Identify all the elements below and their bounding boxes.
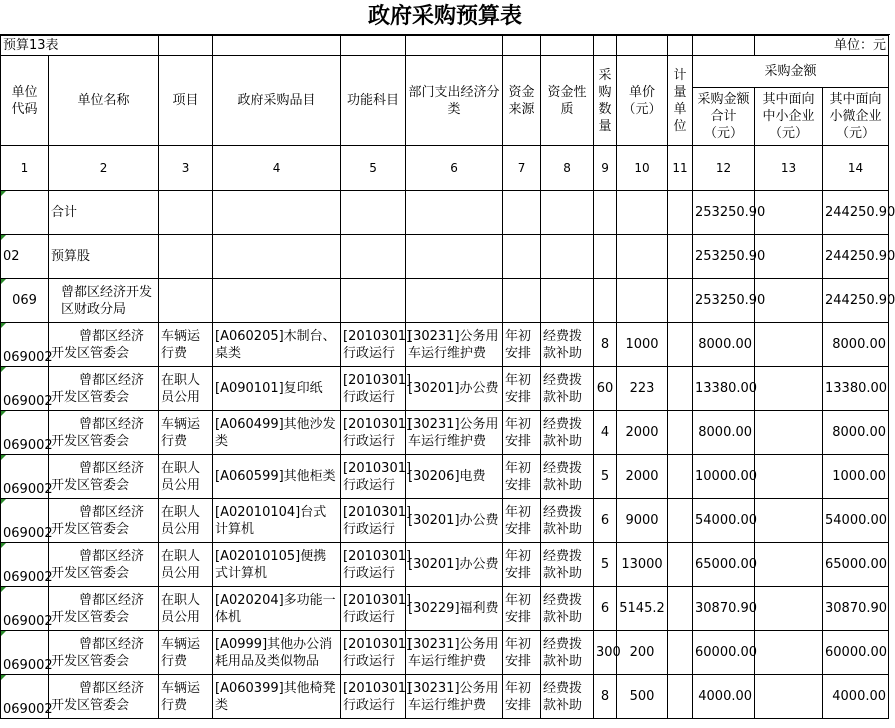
cell-measure <box>668 455 693 499</box>
cell-econ: [30201]办公费 <box>406 499 503 543</box>
cell-func: [2010301]行政运行 <box>341 367 406 411</box>
cell-empty <box>541 279 594 323</box>
cell-micro: 54000.00 <box>823 499 889 543</box>
cell-name: 曾都区经济开发区管委会 <box>49 367 159 411</box>
cell-sme <box>755 235 823 279</box>
cell-empty <box>406 191 503 235</box>
cell-name: 曾都区经济开发区管委会 <box>49 631 159 675</box>
cell-name: 预算股 <box>49 235 159 279</box>
cell-sme <box>755 279 823 323</box>
cell-source: 年初安排 <box>503 367 541 411</box>
cell-empty <box>541 235 594 279</box>
cell-code: 069002 <box>1 587 49 631</box>
table-row <box>1 323 889 367</box>
cell-econ: [30201]办公费 <box>406 367 503 411</box>
header-fund-nature: 资金性质 <box>541 56 594 146</box>
cell-measure <box>668 543 693 587</box>
cell-item: [A020204]多功能一体机 <box>213 587 341 631</box>
cell-code: 069002 <box>1 323 49 367</box>
cell-total: 253250.90 <box>693 191 755 235</box>
cell-measure <box>668 411 693 455</box>
table-row <box>1 411 889 455</box>
cell-micro: 8000.00 <box>823 323 889 367</box>
cell-empty <box>668 235 693 279</box>
cell-empty <box>503 191 541 235</box>
cell-code: 069002 <box>1 631 49 675</box>
cell-nature: 经费拨款补助 <box>541 367 594 411</box>
cell-code <box>1 191 49 235</box>
cell-empty <box>159 191 213 235</box>
cell-qty: 6 <box>594 587 617 631</box>
cell-micro: 244250.90 <box>823 279 889 323</box>
cell-empty <box>668 279 693 323</box>
cell-empty <box>213 279 341 323</box>
cell-name: 曾都区经济开发区管委会 <box>49 543 159 587</box>
cell-func: [2010301]行政运行 <box>341 411 406 455</box>
cell-item: [A060499]其他沙发类 <box>213 411 341 455</box>
cell-item: [A02010105]便携式计算机 <box>213 543 341 587</box>
col-number: 7 <box>503 146 541 191</box>
table-row <box>1 675 889 719</box>
cell-qty: 4 <box>594 411 617 455</box>
cell-source: 年初安排 <box>503 587 541 631</box>
cell-micro: 30870.90 <box>823 587 889 631</box>
cell-qty: 8 <box>594 675 617 719</box>
cell-micro: 4000.00 <box>823 675 889 719</box>
cell-name: 曾都区经济开发区管委会 <box>49 587 159 631</box>
table-row <box>1 499 889 543</box>
col-number: 4 <box>213 146 341 191</box>
cell-nature: 经费拨款补助 <box>541 543 594 587</box>
cell-code: 02 <box>1 235 49 279</box>
cell-measure <box>668 675 693 719</box>
cell-item: [A060399]其他椅凳类 <box>213 675 341 719</box>
col-number: 3 <box>159 146 213 191</box>
col-number: 2 <box>49 146 159 191</box>
summary-row <box>1 235 889 279</box>
cell-qty: 60 <box>594 367 617 411</box>
cell-project: 车辆运行费 <box>159 675 213 719</box>
cell-measure <box>668 323 693 367</box>
budget-table <box>0 35 895 719</box>
header-econ: 部门支出经济分类 <box>406 56 503 146</box>
col-number: 12 <box>693 146 755 191</box>
cell-total: 54000.00 <box>693 499 755 543</box>
cell-econ: [30201]办公费 <box>406 543 503 587</box>
cell-empty <box>541 191 594 235</box>
cell-qty: 300 <box>594 631 617 675</box>
cell-sme <box>755 455 823 499</box>
cell-total: 253250.90 <box>693 279 755 323</box>
table-row <box>1 587 889 631</box>
cell-func: [2010301]行政运行 <box>341 499 406 543</box>
cell-project: 车辆运行费 <box>159 631 213 675</box>
header-func: 功能科目 <box>341 56 406 146</box>
header-item: 政府采购品目 <box>213 56 341 146</box>
cell-source: 年初安排 <box>503 323 541 367</box>
col-number: 5 <box>341 146 406 191</box>
cell-econ: [30229]福利费 <box>406 587 503 631</box>
cell-source: 年初安排 <box>503 411 541 455</box>
cell-code: 069002 <box>1 543 49 587</box>
cell-total: 8000.00 <box>693 411 755 455</box>
header-sme: 其中面向中小企业（元） <box>755 88 823 146</box>
cell-name: 曾都区经济开发区管委会 <box>49 323 159 367</box>
cell-total: 30870.90 <box>693 587 755 631</box>
cell-micro: 13380.00 <box>823 367 889 411</box>
cell-name: 曾都区经济开发区管委会 <box>49 675 159 719</box>
cell-empty <box>213 191 341 235</box>
header-unit-name: 单位名称 <box>49 56 159 146</box>
cell-nature: 经费拨款补助 <box>541 411 594 455</box>
col-number: 10 <box>617 146 668 191</box>
cell-qty: 5 <box>594 543 617 587</box>
cell-name: 曾都区经济开发区管委会 <box>49 411 159 455</box>
cell-nature: 经费拨款补助 <box>541 499 594 543</box>
cell-total: 13380.00 <box>693 367 755 411</box>
cell-price: 200 <box>617 631 668 675</box>
cell-nature: 经费拨款补助 <box>541 631 594 675</box>
cell-project: 在职人员公用 <box>159 587 213 631</box>
cell-econ: [30231]公务用车运行维护费 <box>406 631 503 675</box>
cell-sme <box>755 587 823 631</box>
cell-micro: 8000.00 <box>823 411 889 455</box>
header-amount-total: 采购金额合计（元） <box>693 88 755 146</box>
cell-code: 069002 <box>1 675 49 719</box>
header-qty: 采购数量 <box>594 56 617 146</box>
cell-price: 5145.2 <box>617 587 668 631</box>
cell-name: 曾都区经济开发区财政分局 <box>49 279 159 323</box>
cell-item: [A060205]木制台、桌类 <box>213 323 341 367</box>
cell-sme <box>755 367 823 411</box>
col-number: 8 <box>541 146 594 191</box>
cell-micro: 244250.90 <box>823 191 889 235</box>
cell-empty <box>594 279 617 323</box>
col-number: 11 <box>668 146 693 191</box>
cell-name: 曾都区经济开发区管委会 <box>49 455 159 499</box>
cell-sme <box>755 499 823 543</box>
col-number: 6 <box>406 146 503 191</box>
cell-nature: 经费拨款补助 <box>541 675 594 719</box>
cell-func: [2010301]行政运行 <box>341 323 406 367</box>
cell-sme <box>755 191 823 235</box>
cell-source: 年初安排 <box>503 455 541 499</box>
cell-total: 4000.00 <box>693 675 755 719</box>
cell-sme <box>755 411 823 455</box>
cell-sme <box>755 675 823 719</box>
cell-total: 60000.00 <box>693 631 755 675</box>
cell-price: 500 <box>617 675 668 719</box>
summary-row <box>1 191 889 235</box>
summary-row <box>1 279 889 323</box>
cell-func: [2010301]行政运行 <box>341 631 406 675</box>
cell-item: [A02010104]台式计算机 <box>213 499 341 543</box>
cell-measure <box>668 631 693 675</box>
cell-nature: 经费拨款补助 <box>541 587 594 631</box>
cell-func: [2010301]行政运行 <box>341 543 406 587</box>
col-number: 14 <box>823 146 889 191</box>
header-unit-code: 单位 代码 <box>1 56 49 146</box>
cell-empty <box>617 279 668 323</box>
cell-empty <box>594 191 617 235</box>
cell-source: 年初安排 <box>503 631 541 675</box>
header-fund-source: 资金来源 <box>503 56 541 146</box>
cell-func: [2010301]行政运行 <box>341 675 406 719</box>
cell-code: 069002 <box>1 411 49 455</box>
cell-total: 10000.00 <box>693 455 755 499</box>
table-id: 预算13表 <box>1 36 159 56</box>
cell-empty <box>341 191 406 235</box>
cell-price: 1000 <box>617 323 668 367</box>
table-row <box>1 543 889 587</box>
cell-price: 13000 <box>617 543 668 587</box>
cell-micro: 60000.00 <box>823 631 889 675</box>
cell-code: 069002 <box>1 499 49 543</box>
cell-name: 合计 <box>49 191 159 235</box>
cell-item: [A090101]复印纸 <box>213 367 341 411</box>
cell-empty <box>617 235 668 279</box>
cell-econ: [30231]公务用车运行维护费 <box>406 675 503 719</box>
cell-empty <box>213 235 341 279</box>
header-measure: 计量单位 <box>668 56 693 146</box>
header-price: 单价（元） <box>617 56 668 146</box>
cell-price: 223 <box>617 367 668 411</box>
header-micro: 其中面向小微企业（元） <box>823 88 889 146</box>
cell-price: 2000 <box>617 411 668 455</box>
cell-project: 车辆运行费 <box>159 323 213 367</box>
cell-nature: 经费拨款补助 <box>541 455 594 499</box>
cell-source: 年初安排 <box>503 675 541 719</box>
cell-code: 069 <box>1 279 49 323</box>
cell-qty: 5 <box>594 455 617 499</box>
cell-econ: [30206]电费 <box>406 455 503 499</box>
header-project: 项目 <box>159 56 213 146</box>
cell-empty <box>341 279 406 323</box>
cell-project: 车辆运行费 <box>159 411 213 455</box>
cell-empty <box>159 279 213 323</box>
page-title: 政府采购预算表 <box>0 0 890 35</box>
col-number: 1 <box>1 146 49 191</box>
cell-empty <box>406 279 503 323</box>
header-amount-group: 采购金额 <box>693 56 889 88</box>
cell-total: 65000.00 <box>693 543 755 587</box>
cell-code: 069002 <box>1 455 49 499</box>
cell-code: 069002 <box>1 367 49 411</box>
cell-empty <box>341 235 406 279</box>
cell-empty <box>503 235 541 279</box>
cell-empty <box>406 235 503 279</box>
cell-empty <box>617 191 668 235</box>
cell-econ: [30231]公务用车运行维护费 <box>406 411 503 455</box>
cell-item: [A0999]其他办公消耗用品及类似物品 <box>213 631 341 675</box>
cell-qty: 8 <box>594 323 617 367</box>
cell-empty <box>503 279 541 323</box>
cell-func: [2010301]行政运行 <box>341 587 406 631</box>
cell-micro: 65000.00 <box>823 543 889 587</box>
cell-measure <box>668 587 693 631</box>
unit-label: 单位：元 <box>755 36 889 56</box>
cell-sme <box>755 323 823 367</box>
cell-project: 在职人员公用 <box>159 543 213 587</box>
cell-nature: 经费拨款补助 <box>541 323 594 367</box>
cell-qty: 6 <box>594 499 617 543</box>
cell-measure <box>668 499 693 543</box>
cell-price: 9000 <box>617 499 668 543</box>
cell-source: 年初安排 <box>503 499 541 543</box>
cell-econ: [30231]公务用车运行维护费 <box>406 323 503 367</box>
cell-project: 在职人员公用 <box>159 367 213 411</box>
cell-measure <box>668 367 693 411</box>
cell-project: 在职人员公用 <box>159 455 213 499</box>
cell-micro: 1000.00 <box>823 455 889 499</box>
cell-total: 8000.00 <box>693 323 755 367</box>
table-row <box>1 367 889 411</box>
cell-total: 253250.90 <box>693 235 755 279</box>
cell-source: 年初安排 <box>503 543 541 587</box>
cell-name: 曾都区经济开发区管委会 <box>49 499 159 543</box>
cell-empty <box>668 191 693 235</box>
table-row <box>1 455 889 499</box>
cell-micro: 244250.90 <box>823 235 889 279</box>
cell-empty <box>594 235 617 279</box>
cell-sme <box>755 543 823 587</box>
cell-price: 2000 <box>617 455 668 499</box>
cell-project: 在职人员公用 <box>159 499 213 543</box>
cell-empty <box>159 235 213 279</box>
col-number: 13 <box>755 146 823 191</box>
table-row <box>1 631 889 675</box>
col-number: 9 <box>594 146 617 191</box>
cell-sme <box>755 631 823 675</box>
cell-item: [A060599]其他柜类 <box>213 455 341 499</box>
cell-func: [2010301]行政运行 <box>341 455 406 499</box>
